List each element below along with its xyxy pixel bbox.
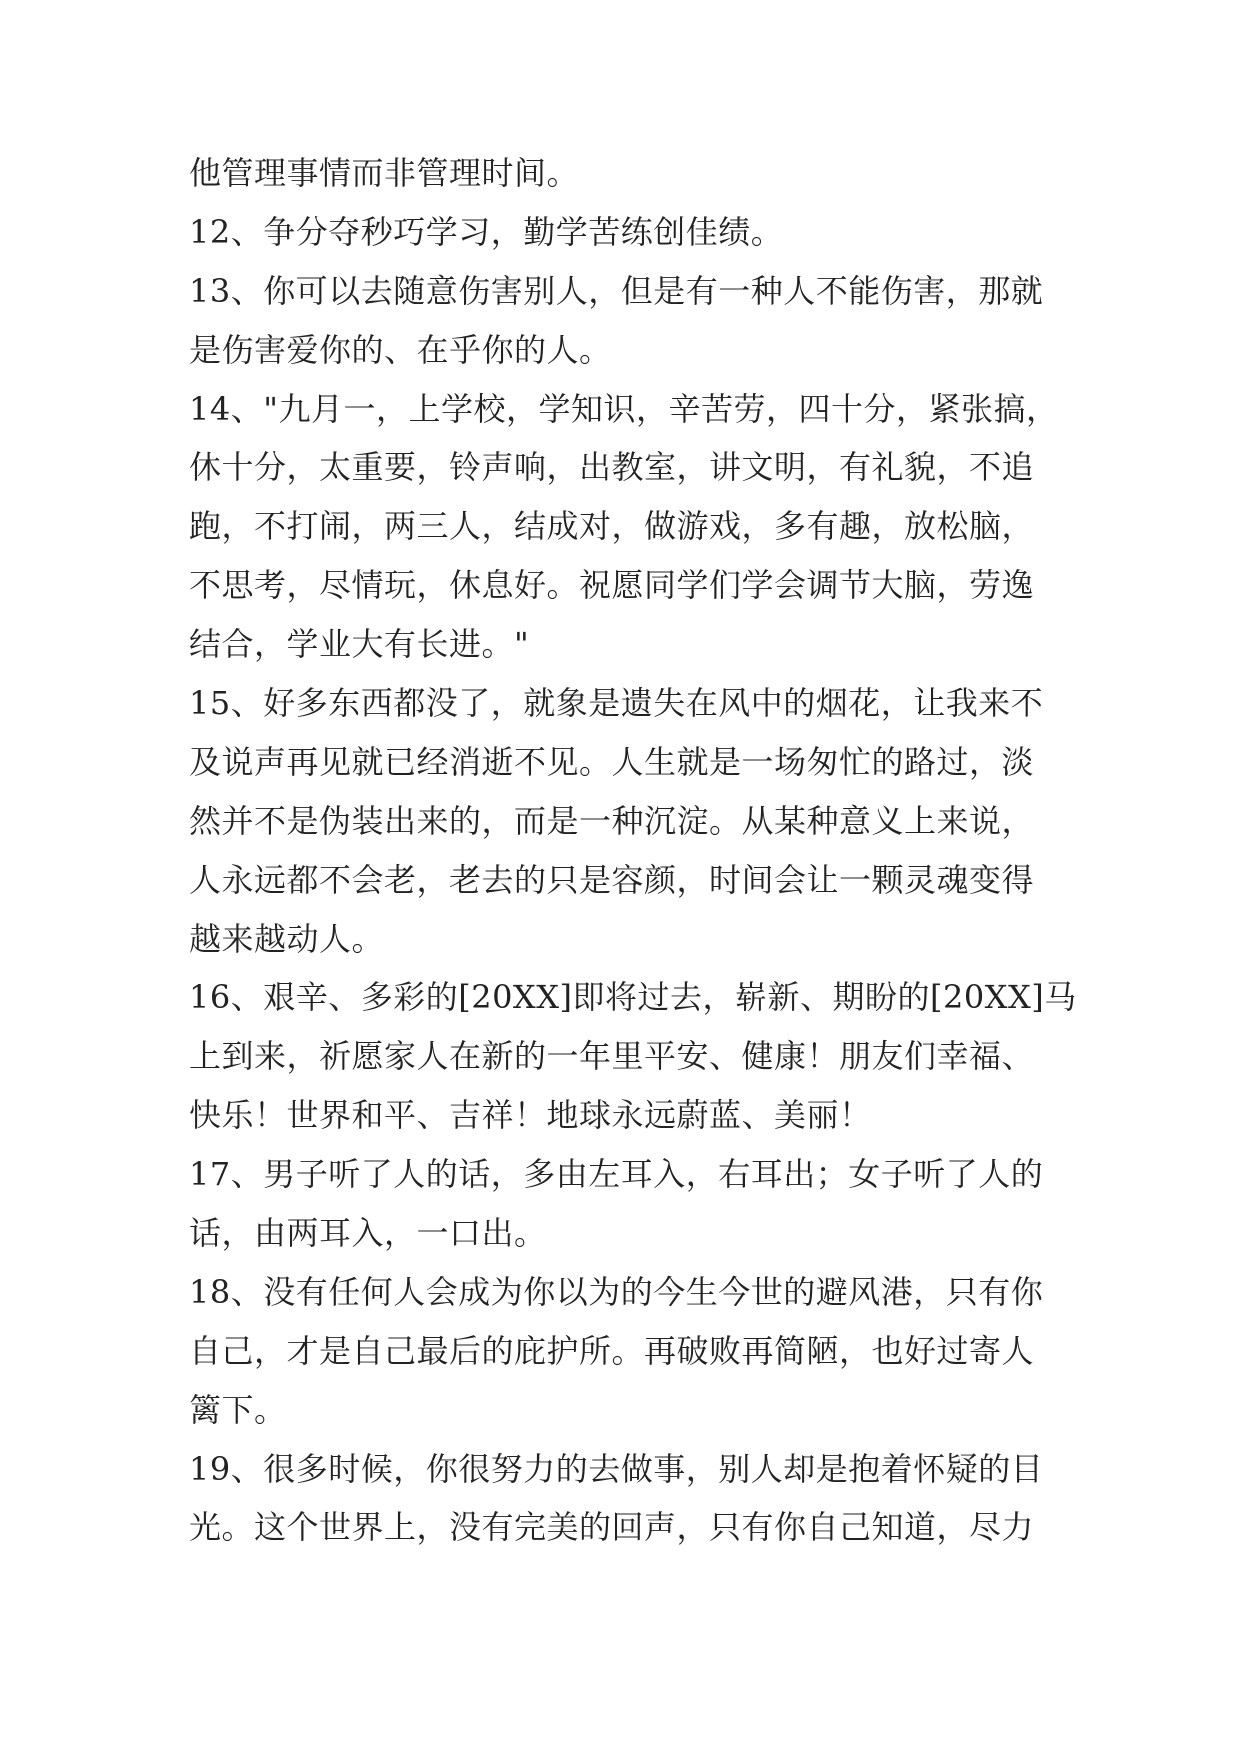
text-line: 话，由两耳入，一口出。 (189, 1214, 547, 1253)
text-line: 上到来，祈愿家人在新的一年里平安、健康！朋友们幸福、 (189, 1037, 1035, 1076)
text-line: 越来越动人。 (189, 919, 385, 958)
text-line: 19、很多时候，你很努力的去做事，别人却是抱着怀疑的目 (189, 1449, 1044, 1488)
text-line: 跑，不打闹，两三人，结成对，做游戏，多有趣，放松脑， (189, 507, 1035, 546)
text-line: 15、好多东西都没了，就象是遗失在风中的烟花，让我来不 (189, 684, 1044, 723)
text-line: 然并不是伪装出来的，而是一种沉淀。从某种意义上来说， (189, 801, 1035, 840)
text-line: 不思考，尽情玩，休息好。祝愿同学们学会调节大脑，劳逸 (189, 566, 1035, 605)
text-line: 是伤害爱你的、在乎你的人。 (189, 330, 612, 369)
document-body (189, 153, 1077, 1566)
text-line: 17、男子听了人的话，多由左耳入，右耳出；女子听了人的 (189, 1155, 1044, 1194)
text-line: 篱下。 (189, 1390, 287, 1429)
text-line: 及说声再见就已经消逝不见。人生就是一场匆忙的路过，淡 (189, 742, 1035, 781)
text-line: 13、你可以去随意伤害别人，但是有一种人不能伤害，那就 (189, 271, 1044, 310)
text-line: 结合，学业大有长进。" (189, 625, 530, 664)
text-line: 自己，才是自己最后的庇护所。再破败再简陋，也好过寄人 (189, 1331, 1035, 1370)
text-line: 快乐！世界和平、吉祥！地球永远蔚蓝、美丽！ (189, 1096, 872, 1135)
text-line: 光。这个世界上，没有完美的回声，只有你自己知道，尽力 (189, 1508, 1035, 1547)
text-line: 12、争分夺秒巧学习，勤学苦练创佳绩。 (189, 212, 784, 251)
text-line: 人永远都不会老，老去的只是容颜，时间会让一颗灵魂变得 (189, 860, 1035, 899)
text-line: 14、"九月一，上学校，学知识，辛苦劳，四十分，紧张搞， (189, 389, 1059, 428)
text-line: 休十分，太重要，铃声响，出教室，讲文明，有礼貌，不追 (189, 448, 1035, 487)
text-line: 18、没有任何人会成为你以为的今生今世的避风港，只有你 (189, 1272, 1044, 1311)
text-line: 他管理事情而非管理时间。 (189, 154, 580, 192)
text-line: 16、艰辛、多彩的[20XX]即将过去，崭新、期盼的[20XX]马 (189, 978, 1077, 1017)
